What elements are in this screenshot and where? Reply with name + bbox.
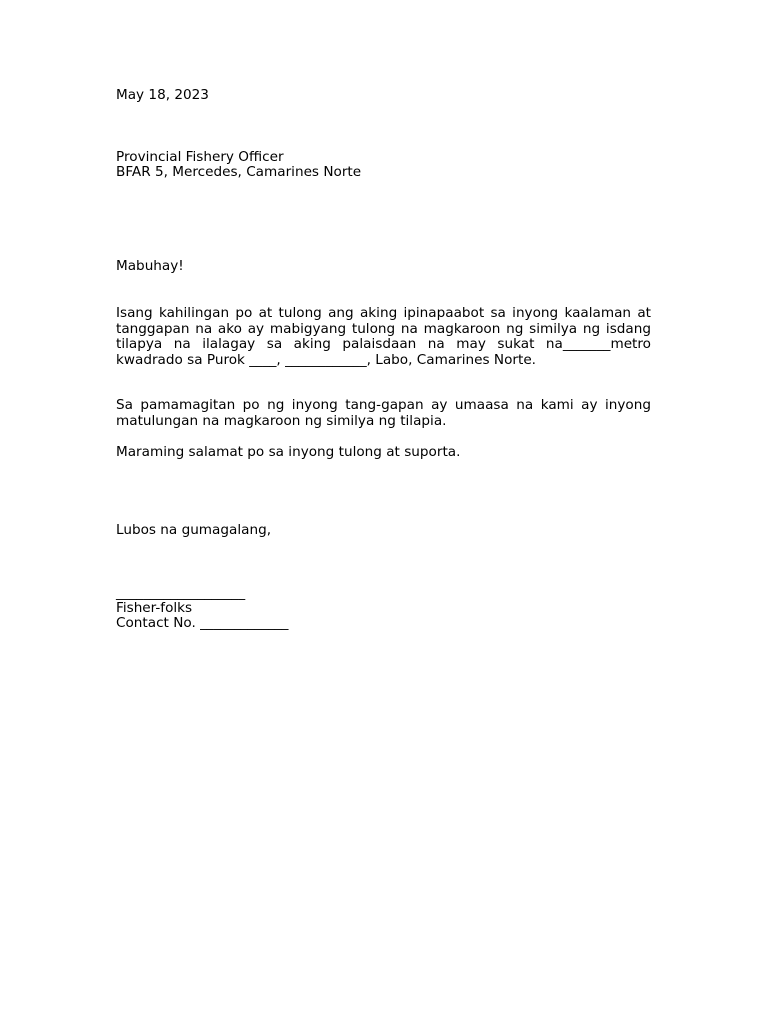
closing: Lubos na gumagalang, (116, 522, 272, 538)
recipient-address: BFAR 5, Mercedes, Camarines Norte (116, 164, 362, 180)
body-paragraph-1: Isang kahilingan po at tulong ang aking ipinapaabot sa inyong kaalaman at tanggapan na ako ay mabigyang tulong na magkaroon ng similya ng isdang tilapya na ilalagay sa aking palaisdaan na may sukat na_______metro kwadrado sa Purok ____, ____________, Labo, Camarines Norte. (116, 305, 651, 368)
letter-date: May 18, 2023 (116, 87, 209, 103)
signature-line: ___________________ (116, 585, 246, 601)
body-paragraph-2: Sa pamamagitan po ng inyong tang-gapan ay umaasa na kami ay inyong matulungan na magkaroon ng similya ng tilapia. (116, 397, 651, 429)
signature-name: Fisher-folks (116, 600, 193, 616)
signature-contact: Contact No. _____________ (116, 615, 289, 631)
body-paragraph-3: Maraming salamat po sa inyong tulong at suporta. (116, 444, 461, 460)
recipient-title: Provincial Fishery Officer (116, 149, 284, 165)
greeting: Mabuhay! (116, 258, 184, 274)
